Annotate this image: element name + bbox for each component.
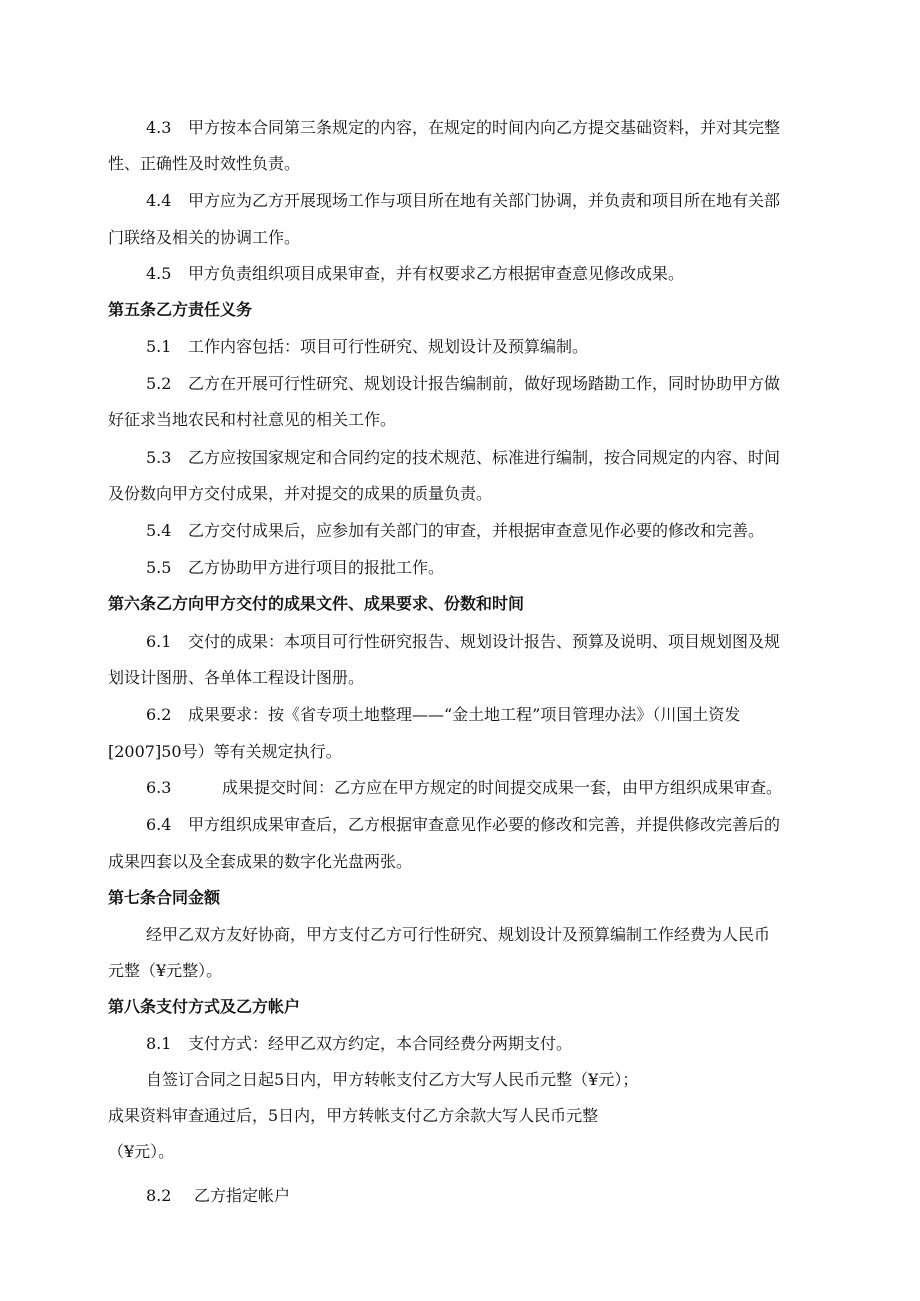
clause-text: 性、正确性及时效性负责。 [108, 154, 301, 173]
clause-text: 自签订合同之日起5日内，甲方转帐支付乙方大写人民币元整（¥元）； [146, 1070, 639, 1089]
clause-text: （¥元）。 [108, 1142, 175, 1161]
clause-number: 4.4 [146, 191, 172, 210]
clause-text: 划设计图册、各单体工程设计图册。 [108, 668, 365, 687]
clause-text: 乙方在开展可行性研究、规划设计报告编制前，做好现场踏勘工作，同时协助甲方做 [188, 374, 781, 393]
clause-number: 5.4 [146, 521, 172, 540]
clause-text: 元整（¥元整）。 [108, 961, 223, 980]
clause-number: 5.5 [146, 558, 172, 577]
clause-text: 甲方负责组织项目成果审查，并有权要求乙方根据审查意见修改成果。 [188, 264, 685, 283]
clause-text: 支付方式：经甲乙双方约定，本合同经费分两期支付。 [188, 1034, 573, 1053]
clause-text: 甲方应为乙方开展现场工作与项目所在地有关部门协调，并负责和项目所在地有关部 [188, 191, 781, 210]
clause-text: 及份数向甲方交付成果，并对提交的成果的质量负责。 [108, 484, 493, 503]
clause-number: 5.2 [146, 374, 172, 393]
article-heading: 第八条支付方式及乙方帐户 [108, 997, 301, 1016]
clause-text: 工作内容包括：项目可行性研究、规划设计及预算编制。 [188, 337, 589, 356]
clause-text: 成果四套以及全套成果的数字化光盘两张。 [108, 852, 413, 871]
clause-text: 乙方应按国家规定和合同约定的技术规范、标准进行编制，按合同规定的内容、时间 [188, 448, 781, 467]
clause-number: 6.1 [146, 632, 172, 651]
clause-text: 成果资料审查通过后，5日内，甲方转帐支付乙方余款大写人民币元整 [108, 1106, 599, 1125]
clause-number: 6.2 [146, 705, 172, 724]
clause-number: 8.1 [146, 1034, 172, 1053]
article-heading: 第七条合同金额 [108, 888, 221, 907]
clause-number: 4.3 [146, 118, 172, 137]
clause-text: 乙方指定帐户 [194, 1186, 291, 1205]
clause-text: 门联络及相关的协调工作。 [108, 228, 301, 247]
clause-number: 4.5 [146, 264, 172, 283]
clause-text: 交付的成果：本项目可行性研究报告、规划设计报告、预算及说明、项目规划图及规 [188, 632, 781, 651]
clause-number: 5.3 [146, 448, 172, 467]
clause-text: 甲方组织成果审查后，乙方根据审查意见作必要的修改和完善，并提供修改完善后的 [188, 815, 781, 834]
clause-text: 甲方按本合同第三条规定的内容，在规定的时间内向乙方提交基础资料，并对其完整 [188, 118, 781, 137]
clause-number: 6.4 [146, 815, 172, 834]
clause-number: 6.3 [146, 778, 172, 797]
clause-text: 乙方协助甲方进行项目的报批工作。 [188, 558, 445, 577]
article-heading: 第六条乙方向甲方交付的成果文件、成果要求、份数和时间 [108, 594, 525, 613]
clause-text: 经甲乙双方友好协商，甲方支付乙方可行性研究、规划设计及预算编制工作经费为人民币 [146, 925, 771, 944]
clause-number: 8.2 [146, 1186, 172, 1205]
clause-text: [2007]50号）等有关规定执行。 [108, 742, 342, 761]
article-heading: 第五条乙方责任义务 [108, 300, 253, 319]
clause-text: 成果提交时间：乙方应在甲方规定的时间提交成果一套，由甲方组织成果审查。 [222, 778, 783, 797]
clause-text: 好征求当地农民和村社意见的相关工作。 [108, 410, 397, 429]
clause-text: 成果要求：按《省专项土地整理——“金土地工程”项目管理办法》（川国土资发 [188, 705, 741, 724]
clause-text: 乙方交付成果后，应参加有关部门的审查，并根据审查意见作必要的修改和完善。 [188, 521, 765, 540]
clause-number: 5.1 [146, 337, 172, 356]
